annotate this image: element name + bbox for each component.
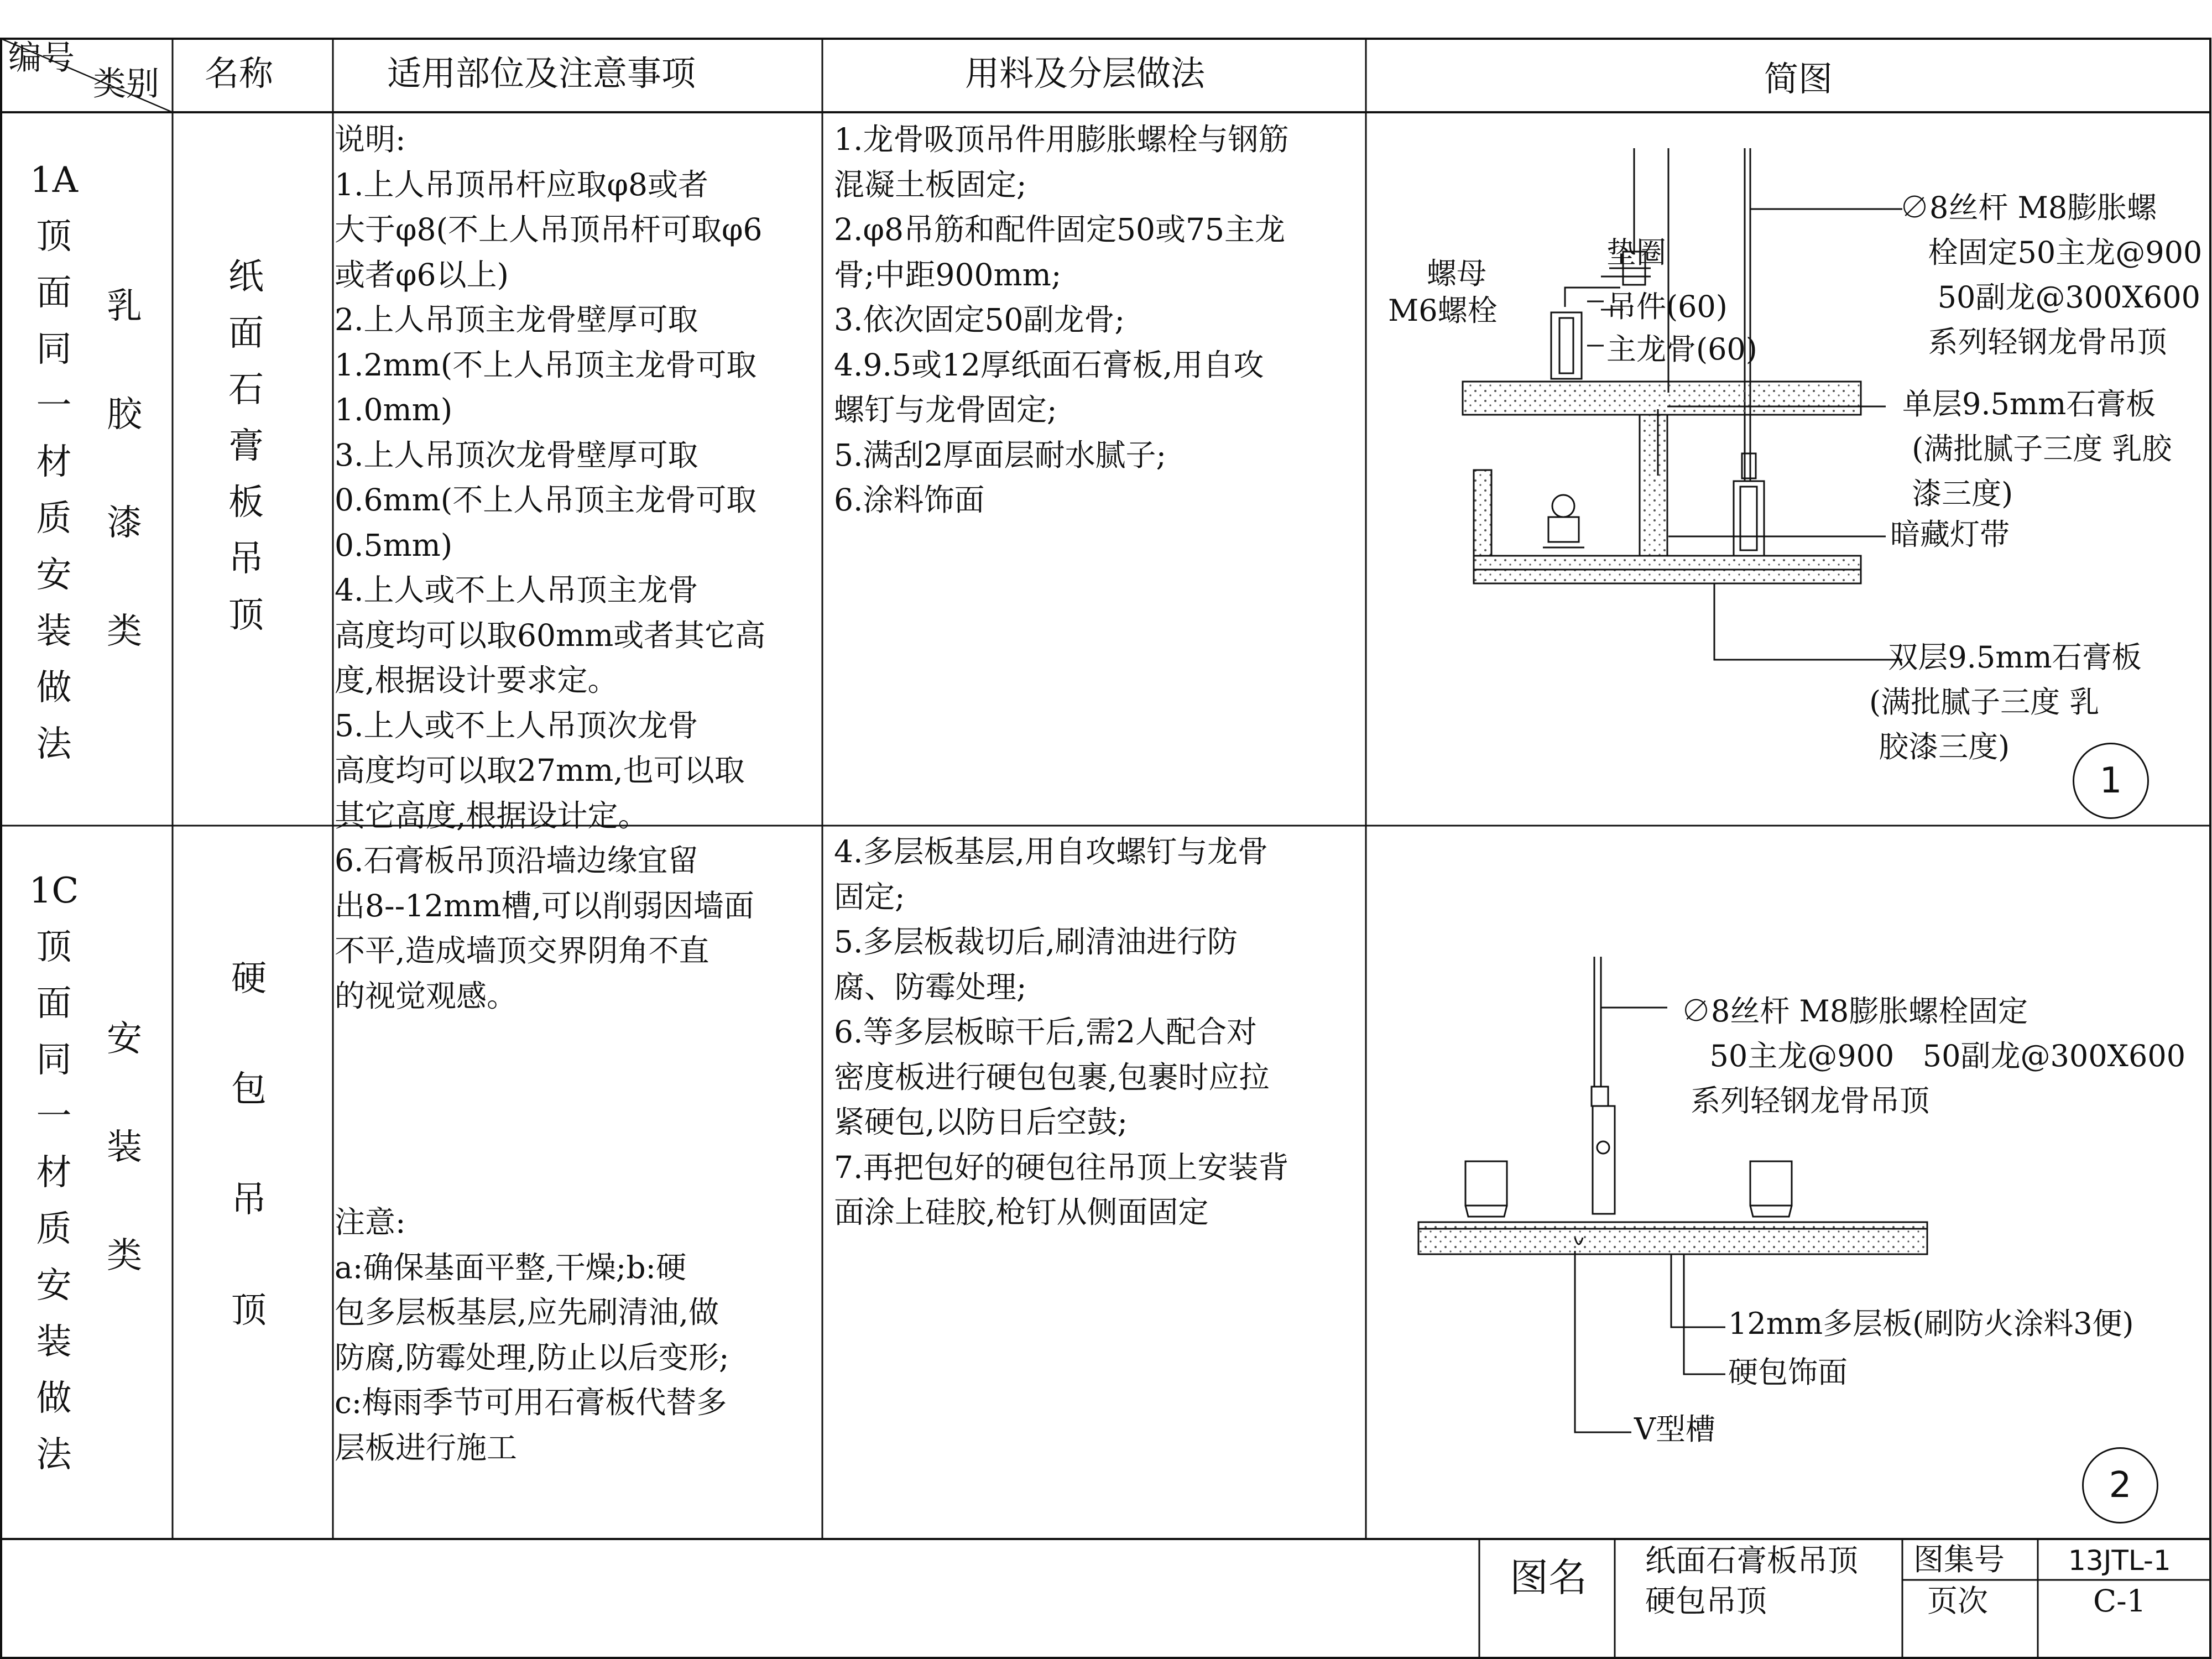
diagram1-bolt-label: M6螺栓 [1388, 293, 1498, 328]
row1-materials: 1.龙骨吸顶吊件用膨胀螺栓与钢筋 混凝土板固定; 2.φ8吊筋和配件固定50或75主龙 骨;中距900mm; 3.依次固定50副龙骨; 4.9.5或12厚纸面石膏板,用自攻 螺钉与龙骨固定; 5.满刮2厚面层耐水腻子; 6.涂料饰面 [834, 122, 1289, 518]
diagram1-hanger-label: 吊件(60) [1606, 289, 1728, 324]
diagram2-number-badge [2082, 1447, 2158, 1524]
diagram1-spec-label: ∅8丝杆 M8膨胀螺 栓固定50主龙@900 50副龙@300X600 系列轻钢龙骨吊顶 [1900, 190, 2203, 359]
title-block-atlas-value: 13JTL-1 [2068, 1545, 2171, 1577]
row2-number: 1C 顶 面 同 一 材 质 安 装 做 法 [29, 870, 79, 1475]
diagram2-groove-label: V型槽 [1634, 1412, 1715, 1447]
diagram1-number: 1 [2099, 760, 2122, 801]
diagram1-washer-label: 垫圈 [1606, 235, 1666, 270]
diagram2-spec-label: ∅8丝杆 M8膨胀螺栓固定 50主龙@900 50副龙@300X600 系列轻钢龙骨吊顶 [1681, 994, 2186, 1118]
title-block-label: 图名 [1510, 1555, 1587, 1600]
diagram1-light-strip-label: 暗藏灯带 [1890, 517, 2010, 552]
notes-attention: 注意: a:确保基面平整,干燥;b:硬 包多层板基层,应先刷清油,做 防腐,防霉处理,防止以后变形; c:梅雨季节可用石膏板代替多 层板进行施工 [335, 1204, 729, 1465]
diagram1-single-layer-label: 单层9.5mm石膏板 (满批腻子三度 乳胶 漆三度) [1902, 387, 2172, 511]
diagram1-main-keel-label: 主龙骨(60) [1606, 332, 1757, 367]
row2-materials: 4.多层板基层,用自攻螺钉与龙骨 固定; 5.多层板裁切后,刷清油进行防 腐、防霉处理; 6.等多层板晾干后,需2人配合对 密度板进行硬包包裹,包裹时应拉 紧硬包,以防日后空鼓; 7.再把包好的硬包往吊顶上安装背 面涂上硅胶,枪钉从侧面固定 [834, 834, 1289, 1230]
header-name: 名称 [205, 53, 274, 93]
title-block-page-value: C-1 [2093, 1583, 2146, 1619]
diagram2-finish-label: 硬包饰面 [1728, 1355, 1848, 1390]
diagram2-plywood-label: 12mm多层板(刷防火涂料3便) [1728, 1306, 2134, 1341]
header-number: 编号 [8, 39, 75, 77]
row2-category: 安 装 类 [107, 1019, 142, 1276]
row2-name: 硬 包 吊 顶 [231, 958, 267, 1331]
row1-name: 纸 面 石 膏 板 吊 顶 [228, 257, 264, 636]
diagram1-double-layer-label: 双层9.5mm石膏板 (满批腻子三度 乳 胶漆三度) [1869, 640, 2142, 764]
notes-text: 说明: 1.上人吊顶吊杆应取φ8或者 大于φ8(不上人吊顶吊杆可取φ6 或者φ6以上) 2.上人吊顶主龙骨壁厚可取 1.2mm(不上人吊顶主龙骨可取 1.0mm) 3.上人吊顶次龙骨壁厚可取 0.6mm(不上人吊顶主龙骨可取 0.5mm) 4.上人或不上人吊顶主龙骨 高度均可以取60mm或者其它高 度,根据设计要求定。 5.上人或不上人吊顶次龙骨 高度均可以取27mm,也可以取 其它高度,根据设计定。 6.石膏板吊顶沿墙边缘宜留 出8--12mm槽,可以削弱因墙面 不平,造成墙顶交界阴角不直 的视觉观感。 [335, 122, 766, 1014]
title-block-title-line2: 硬包吊顶 [1645, 1583, 1767, 1619]
diagram1-nut-label: 螺母 [1427, 256, 1486, 291]
row1-number: 1A 顶 面 同 一 材 质 安 装 做 法 [30, 160, 78, 765]
header-diagram: 简图 [1764, 59, 1833, 99]
title-block-title-line1: 纸面石膏板吊顶 [1645, 1543, 1859, 1578]
header-materials: 用料及分层做法 [965, 53, 1206, 93]
diagram2-number: 2 [2109, 1465, 2132, 1506]
diagram-1-drawing [1463, 148, 1902, 660]
title-block-atlas-label: 图集号 [1913, 1542, 2005, 1577]
diagram1-number-badge [2073, 743, 2149, 819]
row1-category: 乳 胶 漆 类 [107, 286, 142, 652]
header-location: 适用部位及注意事项 [387, 53, 696, 93]
title-block-page-label: 页次 [1927, 1583, 1989, 1619]
header-category: 类别 [93, 65, 159, 103]
